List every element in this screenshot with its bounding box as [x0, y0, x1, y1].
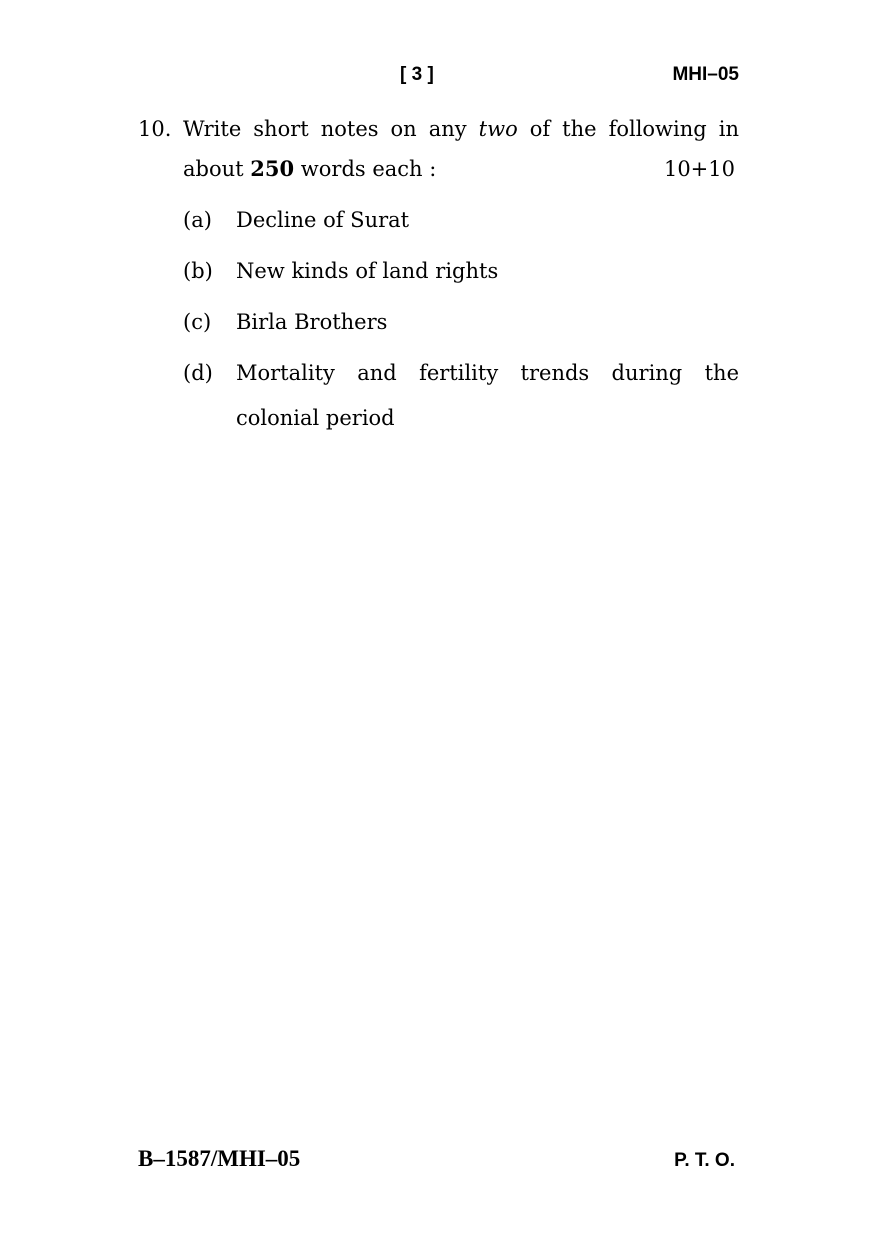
option-label: (a)	[183, 208, 212, 232]
option-label: (c)	[183, 310, 212, 334]
option-label: (b)	[183, 259, 213, 283]
marks: 10+10	[663, 157, 735, 181]
question-text-line1	[183, 110, 739, 148]
option-text-wrap	[236, 351, 739, 441]
question-10	[138, 110, 739, 447]
option-d	[183, 351, 739, 441]
option-a	[183, 198, 739, 243]
question-text-about: about	[183, 157, 244, 181]
option-text: New kinds of land rights	[236, 259, 499, 283]
pto-label: P. T. O.	[674, 1150, 735, 1171]
question-text-words-each: words each :	[300, 157, 437, 181]
option-text-continued: colonial period	[236, 406, 395, 430]
page-number: [ 3 ]	[400, 64, 434, 85]
option-c	[183, 300, 739, 345]
question-text-emphasis: two	[478, 117, 518, 141]
option-text: Decline of Surat	[236, 208, 410, 232]
options-list	[183, 198, 739, 441]
paper-code: MHI–05	[672, 64, 739, 85]
option-text: Mortality and fertility trends during the	[236, 361, 739, 385]
option-label: (d)	[183, 361, 213, 385]
word-count: 250	[250, 156, 295, 181]
question-text-pre: Write short notes on any	[183, 117, 467, 141]
question-text-post: of the following in	[529, 117, 739, 141]
question-number: 10.	[138, 117, 172, 141]
option-text: Birla Brothers	[236, 310, 388, 334]
option-b	[183, 249, 739, 294]
footer-code: B–1587/MHI–05	[138, 1146, 301, 1171]
question-text-line2	[183, 144, 739, 194]
question-body	[183, 110, 739, 194]
